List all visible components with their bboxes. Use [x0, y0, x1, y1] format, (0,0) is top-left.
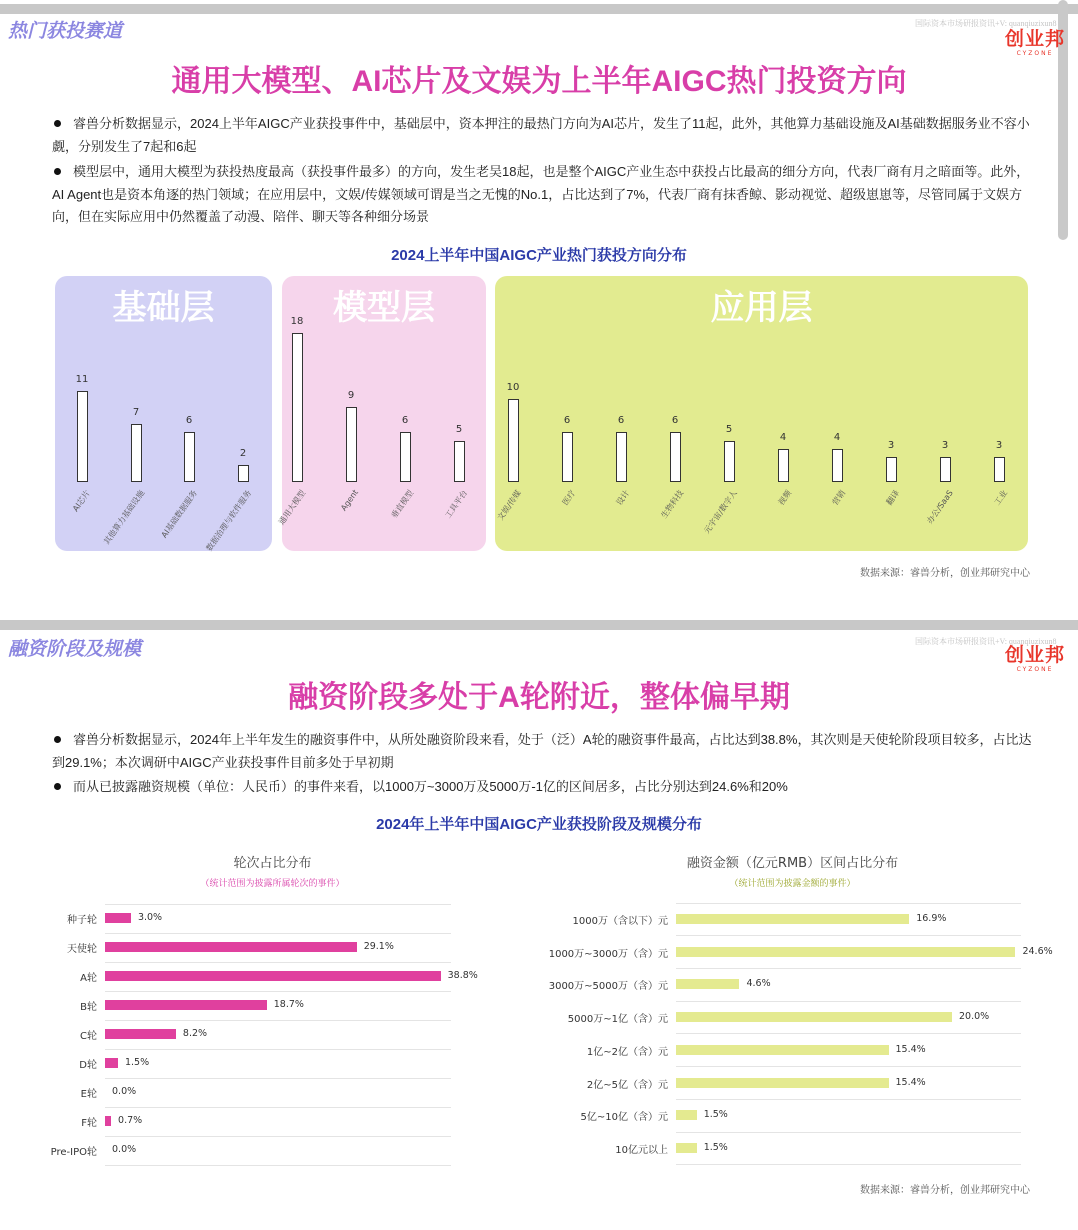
tick-label: 数据治理与软件服务: [204, 488, 254, 553]
data-label: 11: [75, 373, 89, 385]
tick-label: 营销: [830, 488, 848, 507]
gridline: [676, 1132, 1021, 1133]
data-label: 0.0%: [112, 1086, 137, 1097]
bar: [105, 942, 357, 952]
bar: [676, 1078, 889, 1088]
bar: [832, 449, 843, 482]
tick-label: 工业: [992, 488, 1010, 507]
logo-text: 创业邦: [1005, 645, 1066, 666]
tick-label: 元宇宙/数字人: [702, 488, 740, 536]
gridline: [676, 1033, 1021, 1034]
panel-label: 模型层: [333, 289, 435, 327]
bar: [105, 1116, 111, 1126]
page-top-bar: [0, 620, 1078, 630]
bar: [676, 914, 909, 924]
category-label: 天使轮: [67, 944, 97, 955]
data-label: 3: [995, 440, 1003, 452]
data-label: 5: [725, 423, 733, 435]
logo: [1005, 646, 1065, 673]
gridline: [676, 903, 1021, 904]
data-label: 6: [185, 415, 193, 427]
data-label: 1.5%: [703, 1141, 728, 1153]
bar: [676, 979, 739, 989]
gridline: [105, 1078, 451, 1079]
gridline: [105, 904, 451, 905]
category-label: F轮: [81, 1118, 97, 1129]
tick-label: 办公/SaaS: [925, 488, 956, 526]
data-label: 29.1%: [363, 941, 394, 952]
tick-label: AI芯片: [71, 488, 93, 514]
gridline: [105, 991, 451, 992]
data-label: 6: [617, 415, 625, 427]
data-label: 4.6%: [746, 978, 771, 990]
page-top-bar: [0, 4, 1078, 14]
gridline: [105, 962, 451, 963]
bullet-icon: [54, 120, 61, 127]
bar: [184, 432, 195, 482]
category-label: D轮: [79, 1060, 97, 1071]
gridline: [105, 933, 451, 934]
bar: [676, 1012, 952, 1022]
category-label: 1亿~2亿（含）元: [586, 1046, 668, 1058]
tick-label: 医疗: [560, 488, 578, 507]
gridline: [676, 1164, 1021, 1165]
tick-label: AI基础数据服务: [159, 488, 200, 540]
data-label: 7: [132, 406, 140, 418]
data-label: 15.4%: [895, 1076, 926, 1088]
data-label: 0.7%: [118, 1115, 143, 1126]
bar: [778, 449, 789, 482]
bar: [724, 441, 735, 483]
category-label: 5000万~1亿（含）元: [567, 1014, 668, 1026]
bar: [616, 432, 627, 482]
bar: [676, 1045, 889, 1055]
bar: [508, 399, 519, 482]
logo: [1005, 30, 1065, 57]
logo-subtext: CYZONE: [1016, 50, 1054, 57]
bar: [454, 441, 465, 483]
page-title: 融资阶段多处于A轮附近，整体偏早期: [288, 681, 790, 714]
gridline: [676, 1099, 1021, 1100]
data-source: 数据来源：睿兽分析，创业邦研究中心: [860, 1185, 1030, 1196]
category-label: 3000万~5000万（含）元: [548, 981, 668, 993]
data-label: 5: [455, 423, 463, 435]
data-label: 18.7%: [273, 999, 304, 1010]
tick-label: 视频: [776, 488, 794, 507]
data-label: 38.8%: [447, 970, 478, 981]
left-chart-note: （统计范围为披露所属轮次的事件）: [200, 879, 345, 889]
bar: [238, 465, 249, 482]
bullet-paragraph: [52, 729, 1037, 774]
bullet-text: 睿兽分析数据显示，2024年上半年发生的融资事件中，从所处融资阶段来看，处于（泛）A轮的融资事件最高，占比达到38.8%，其次则是天使轮阶段项目较多，占比达到29.1%；本次调研中AIGC产业获投事件目前多处于早初期: [52, 732, 1032, 770]
bullet-paragraph: [52, 161, 1037, 229]
tick-label: 翻译: [884, 488, 902, 507]
bar: [940, 457, 951, 482]
bullet-paragraph: [52, 113, 1037, 158]
category-label: E轮: [80, 1089, 97, 1100]
gridline: [105, 1136, 451, 1137]
chart-title: 2024年上半年中国AIGC产业获投阶段及规模分布: [376, 816, 702, 833]
watermark: 国际资本市场研报资讯+V: quanqiuzixun8: [915, 19, 1057, 28]
bullet-text: 睿兽分析数据显示，2024上半年AIGC产业获投事件中，基础层中，资本押注的最热门方向为AI芯片，发生了11起，此外，其他算力基础设施及AI基础数据服务业不容小觑，分别发生了7起和6起: [52, 116, 1030, 154]
category-label: C轮: [80, 1031, 97, 1042]
category-label: 1000万（含以下）元: [572, 916, 668, 927]
data-label: 3: [887, 440, 895, 452]
data-label: 20.0%: [959, 1011, 990, 1023]
data-label: 0.0%: [112, 1144, 137, 1155]
category-label: 5亿~10亿（含）元: [580, 1112, 668, 1124]
right-chart-note: （统计范围为披露金额的事件）: [729, 879, 856, 889]
bar: [105, 1058, 118, 1068]
data-label: 8.2%: [182, 1028, 208, 1039]
bar: [105, 1000, 267, 1010]
gridline: [105, 1020, 451, 1021]
bullet-icon: [54, 783, 61, 790]
bar: [105, 913, 131, 923]
tick-label: 文娱/传媒: [495, 488, 524, 523]
category-label: Pre-IPO轮: [50, 1147, 97, 1158]
tick-label: 垂直模型: [389, 488, 416, 520]
data-label: 1.5%: [124, 1057, 150, 1068]
data-label: 6: [671, 415, 679, 427]
category-label: 1000万~3000万（含）元: [548, 948, 668, 960]
category-label: A轮: [80, 973, 97, 984]
bar: [676, 1143, 697, 1153]
bullet-icon: [54, 736, 61, 743]
data-label: 4: [779, 431, 787, 443]
bar: [77, 391, 88, 482]
tick-label: 生物科技: [659, 488, 686, 520]
page-title: 通用大模型、AI芯片及文娱为上半年AIGC热门投资方向: [171, 65, 907, 98]
bullet-text: 模型层中，通用大模型为获投热度最高（获投事件最多）的方向，发生老吴18起，也是整个AIGC产业生态中获投占比最高的细分方向，代表厂商有月之暗面等。此外，AI Agent也是资本角逐的热门领域；在应用层中，文娱/传媒领域可谓是当之无愧的No.1，占比达到了7%，代表厂商有抹香鲸、影动视觉、超级崽崽等，尽管同属于文娱方向，但在实际应用中仍然覆盖了动漫、陪伴、聊天等各种细分场景: [52, 164, 1030, 224]
gridline: [105, 1049, 451, 1050]
gridline: [105, 1107, 451, 1108]
category-label: 种子轮: [67, 915, 97, 926]
data-label: 3: [941, 440, 949, 452]
gridline: [676, 1066, 1021, 1067]
panel-app-layer: [495, 276, 1028, 551]
panel-label: 应用层: [710, 289, 813, 327]
gridline: [676, 968, 1021, 969]
data-label: 4: [833, 431, 841, 443]
bar: [131, 424, 142, 482]
data-label: 2: [239, 448, 247, 460]
bar: [346, 407, 357, 482]
data-label: 18: [290, 315, 304, 327]
logo-subtext: CYZONE: [1016, 666, 1054, 673]
bar: [676, 1110, 697, 1120]
section-tag: 热门获投赛道: [8, 21, 123, 42]
category-label: B轮: [80, 1002, 97, 1013]
bar: [886, 457, 897, 482]
bar: [676, 947, 1015, 957]
watermark: 国际资本市场研报资讯+V: quanqiuzixun8: [915, 637, 1057, 646]
category-label: 10亿元以上: [615, 1144, 668, 1156]
bullet-paragraph: [52, 776, 1037, 799]
tick-label: 其他算力基础设施: [102, 488, 147, 547]
section-tag: 融资阶段及规模: [8, 639, 142, 660]
right-chart-title: 融资金额（亿元RMB）区间占比分布: [686, 856, 899, 871]
data-label: 24.6%: [1022, 945, 1053, 957]
data-label: 6: [563, 415, 571, 427]
gridline: [676, 935, 1021, 936]
gridline: [676, 1001, 1021, 1002]
data-label: 3.0%: [137, 912, 163, 923]
bar: [562, 432, 573, 482]
bullet-text: 而从已披露融资规模（单位：人民币）的事件来看，以1000万~3000万及5000万-1亿的区间居多，占比分别达到24.6%和20%: [73, 779, 788, 794]
data-label: 16.9%: [916, 913, 947, 924]
left-chart-title: 轮次占比分布: [233, 856, 312, 871]
data-label: 6: [401, 415, 409, 427]
data-label: 1.5%: [703, 1109, 728, 1121]
gridline: [105, 1165, 451, 1166]
tick-label: 工具平台: [443, 488, 470, 520]
data-label: 15.4%: [895, 1043, 926, 1055]
bullet-icon: [54, 168, 61, 175]
panel-label: 基础层: [112, 289, 215, 327]
bar: [994, 457, 1005, 482]
tick-label: 通用大模型: [276, 488, 308, 527]
tick-label: 设计: [614, 488, 632, 507]
chart-title: 2024上半年中国AIGC产业热门获投方向分布: [391, 247, 687, 264]
tick-label: Agent: [339, 488, 361, 513]
bar: [105, 971, 441, 981]
bar: [292, 333, 303, 482]
bar: [670, 432, 681, 482]
data-label: 9: [347, 390, 355, 402]
data-source: 数据来源：睿兽分析，创业邦研究中心: [860, 568, 1030, 579]
bar: [400, 432, 411, 482]
category-label: 2亿~5亿（含）元: [586, 1079, 668, 1091]
data-label: 10: [506, 382, 520, 393]
logo-text: 创业邦: [1005, 29, 1066, 50]
bar: [105, 1029, 176, 1039]
